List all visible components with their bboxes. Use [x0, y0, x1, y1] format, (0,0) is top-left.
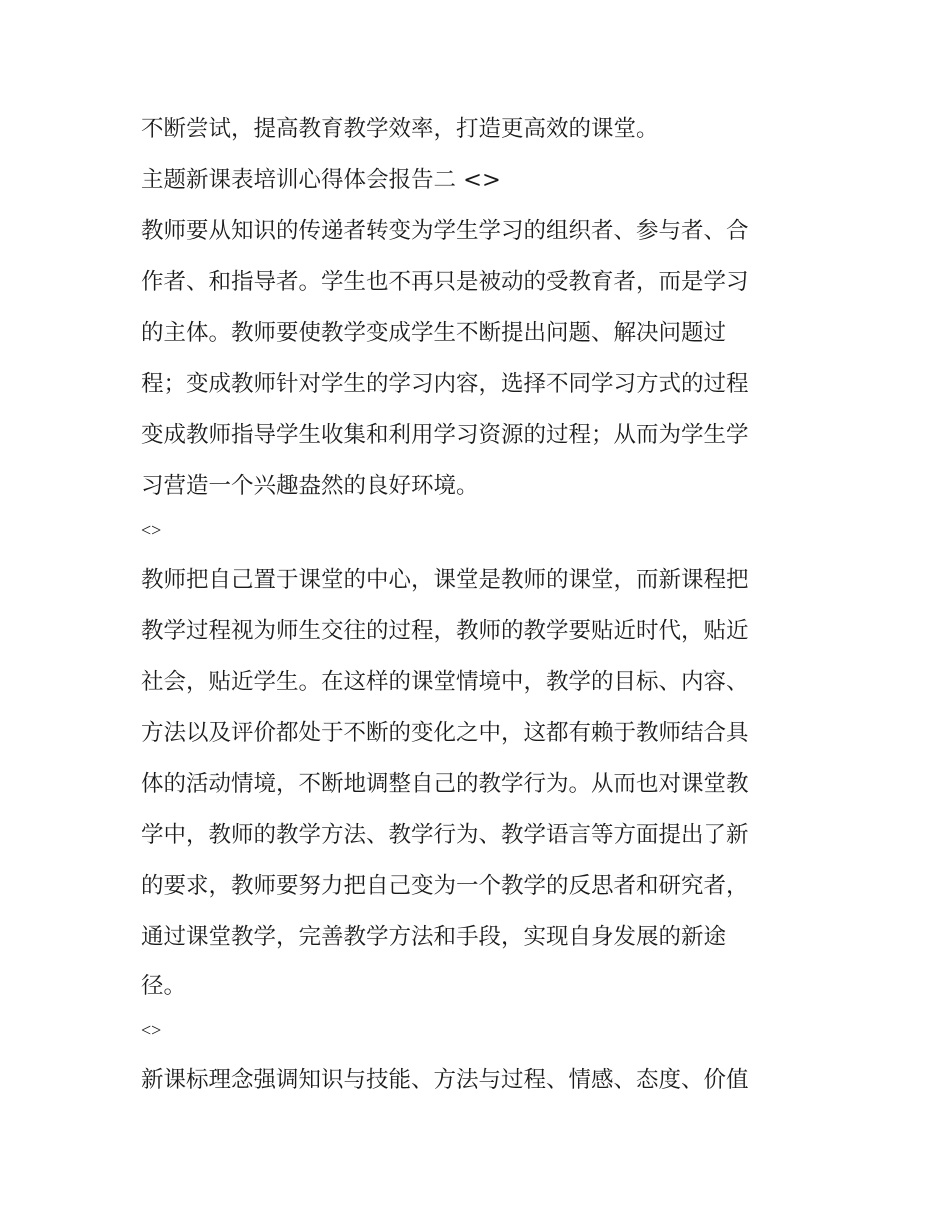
paragraph-line: 体的活动情境，不断地调整自己的教学行为。从而也对课堂教 [141, 771, 749, 797]
paragraph-line: 教学过程视为师生交往的过程，教师的教学要贴近时代，贴近 [141, 618, 749, 644]
paragraph-line: 程；变成教师针对学生的学习内容，选择不同学习方式的过程 [141, 371, 749, 397]
paragraph-line: 社会，贴近学生。在这样的课堂情境中，教学的目标、内容、 [141, 669, 749, 695]
section-title: 主题新课表培训心得体会报告二 <> [141, 167, 501, 193]
paragraph-line: 习营造一个兴趣盎然的良好环境。 [141, 473, 479, 499]
paragraph-tail-line: 不断尝试，提高教育教学效率，打造更高效的课堂。 [141, 116, 659, 142]
paragraph-line: 新课标理念强调知识与技能、方法与过程、情感、态度、价值 [141, 1067, 749, 1093]
paragraph-line: 方法以及评价都处于不断的变化之中，这都有赖于教师结合具 [141, 720, 749, 746]
paragraph-line: 的要求，教师要努力把自己变为一个教学的反思者和研究者， [141, 873, 749, 899]
paragraph-line: 的主体。教师要使教学变成学生不断提出问题、解决问题过 [141, 320, 727, 346]
paragraph-line: 通过课堂教学，完善教学方法和手段，实现自身发展的新途 [141, 924, 727, 950]
paragraph-line: 教师把自己置于课堂的中心，课堂是教师的课堂，而新课程把 [141, 567, 749, 593]
paragraph-line: 学中，教师的教学方法、教学行为、教学语言等方面提出了新 [141, 822, 749, 848]
paragraph-line: 变成教师指导学生收集和利用学习资源的过程；从而为学生学 [141, 422, 749, 448]
separator-marker: <> [141, 1020, 162, 1040]
paragraph-line: 教师要从知识的传递者转变为学生学习的组织者、参与者、合 [141, 218, 749, 244]
paragraph-line: 径。 [141, 973, 187, 999]
separator-marker: <> [141, 520, 162, 540]
paragraph-line: 作者、和指导者。学生也不再只是被动的受教育者，而是学习 [141, 269, 749, 295]
